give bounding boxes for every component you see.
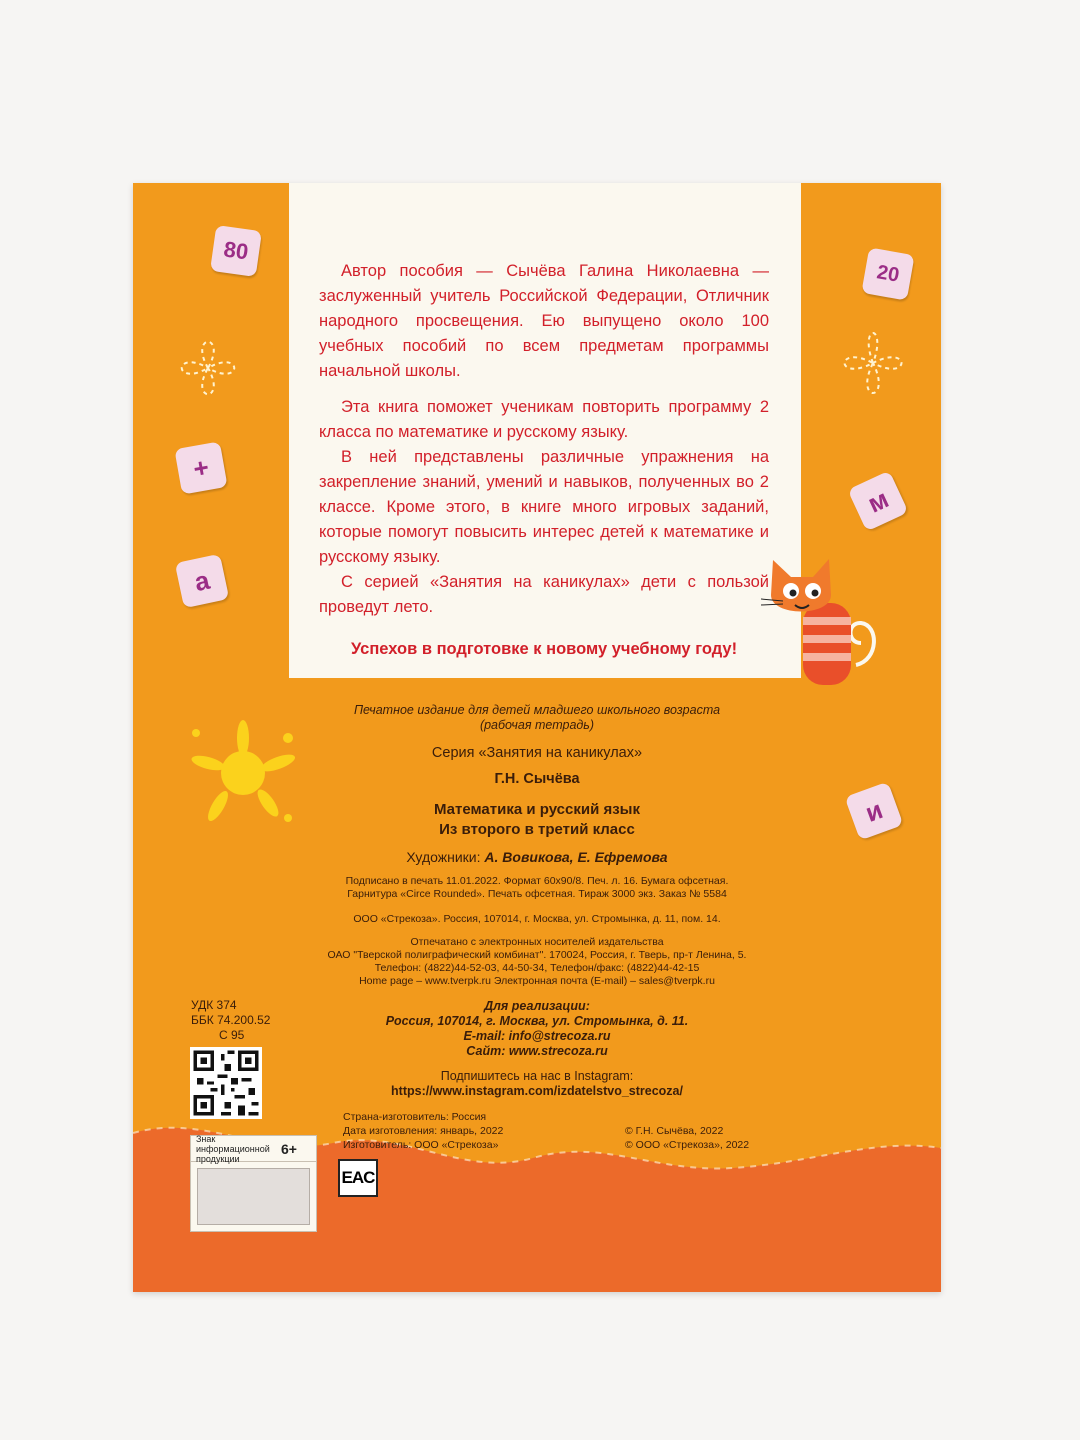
cat-illustration-icon bbox=[761, 555, 881, 685]
edition-type: Печатное издание для детей младшего школьного возраста bbox=[353, 703, 721, 717]
author-paragraph: Автор пособия — Сычёва Галина Николаевна — заслуженный учитель Российской Федерации, Отличник народного просвещения. Ею выпущено около 100 учебных пособий по всем предметам программы начальной школы. bbox=[319, 262, 769, 380]
badge-label: Знак информационной продукции bbox=[196, 1133, 270, 1164]
dotted-flower-left-icon bbox=[168, 323, 248, 413]
age-rating: 6+ bbox=[281, 1140, 297, 1157]
instagram-link[interactable]: https://www.instagram.com/izdatelstvo_strecoza/ bbox=[391, 1084, 683, 1098]
sticker-letter: м bbox=[847, 470, 908, 531]
author-name: Г.Н. Сычёва bbox=[494, 771, 580, 787]
print-info: Подписано в печать 11.01.2022. Формат 60х90/8. Печ. л. 16. Бумага офсетная. bbox=[345, 875, 729, 887]
edition-type: (рабочая тетрадь) bbox=[479, 718, 595, 732]
manufacturer: Изготовитель: ООО «Стрекоза» bbox=[343, 1139, 499, 1151]
manufacture-date: Дата изготовления: январь, 2022 bbox=[343, 1125, 504, 1137]
series-name: Серия «Занятия на каникулах» bbox=[431, 745, 643, 761]
info-product-badge bbox=[190, 1135, 317, 1232]
book-paragraph: Эта книга поможет ученикам повторить программу 2 класса по математике и русскому языку. bbox=[319, 398, 769, 441]
sticker-number: 80 bbox=[210, 225, 262, 277]
country: Страна-изготовитель: Россия bbox=[343, 1111, 487, 1123]
print-info: Гарнитура «Circe Rounded». Печать офсетная. Тираж 3000 экз. Заказ № 5584 bbox=[347, 888, 727, 900]
copyright: © Г.Н. Сычёва, 2022 bbox=[625, 1125, 724, 1137]
book-back-cover bbox=[133, 183, 941, 1292]
motto: Успехов в подготовке к новому учебному году! bbox=[350, 640, 738, 658]
sticker-number: 20 bbox=[861, 247, 914, 300]
dotted-flower-right-icon bbox=[833, 313, 913, 413]
sale-title: Для реализации: bbox=[484, 999, 590, 1013]
printer-info: Телефон: (4822)44-52-03, 44-50-34, Телефон/факс: (4822)44-42-15 bbox=[374, 962, 700, 974]
copyright: © ООО «Стрекоза», 2022 bbox=[625, 1139, 750, 1151]
printer-info: ОАО "Тверской полиграфический комбинат". 170024, Россия, г. Тверь, пр-т Ленина, 5. bbox=[327, 949, 747, 961]
book-title: Математика и русский язык bbox=[434, 801, 640, 818]
sticker-letter: и bbox=[845, 782, 904, 841]
printer-info: Отпечатано с электронных носителей издательства bbox=[410, 936, 664, 948]
udk-code: УДК 374 bbox=[191, 998, 237, 1012]
subscribe-text: Подпишитесь на нас в Instagram: bbox=[440, 1069, 634, 1083]
artists-names: А. Вовикова, Е. Ефремова bbox=[484, 849, 668, 865]
sticker-plus: + bbox=[174, 441, 227, 494]
author-code: С 95 bbox=[219, 1028, 245, 1042]
bbk-code: ББК 74.200.52 bbox=[191, 1013, 271, 1027]
sale-email: E-mail: info@strecoza.ru bbox=[463, 1029, 611, 1043]
artists-line bbox=[133, 849, 941, 865]
book-paragraph: В ней представлены различные упражнения на закрепление знаний, умений и навыков, полученных во 2 классе. Кроме этого, в книге много игровых заданий, которые помогут повысить интерес детей к математике и русскому языку. bbox=[319, 448, 769, 566]
annotation-text bbox=[319, 259, 769, 662]
artists-label: Художники: bbox=[406, 849, 481, 865]
series-paragraph: С серией «Занятия на каникулах» дети с пользой проведут лето. bbox=[319, 573, 769, 616]
sale-address: Россия, 107014, г. Москва, ул. Стромынка, д. 11. bbox=[385, 1014, 689, 1028]
badge-blank-field bbox=[197, 1168, 310, 1225]
sale-site: Сайт: www.strecoza.ru bbox=[466, 1044, 608, 1058]
annotation-panel bbox=[289, 183, 801, 678]
publisher-address: ООО «Стрекоза». Россия, 107014, г. Москва, ул. Стромынка, д. 11, пом. 14. bbox=[353, 913, 721, 925]
qr-code[interactable] bbox=[190, 1047, 262, 1119]
sticker-letter: а bbox=[175, 554, 230, 609]
eac-mark: EAC bbox=[338, 1159, 378, 1197]
book-subtitle: Из второго в третий класс bbox=[439, 821, 635, 838]
printer-info: Home page – www.tverpk.ru Электронная почта (E-mail) – sales@tverpk.ru bbox=[359, 975, 715, 987]
